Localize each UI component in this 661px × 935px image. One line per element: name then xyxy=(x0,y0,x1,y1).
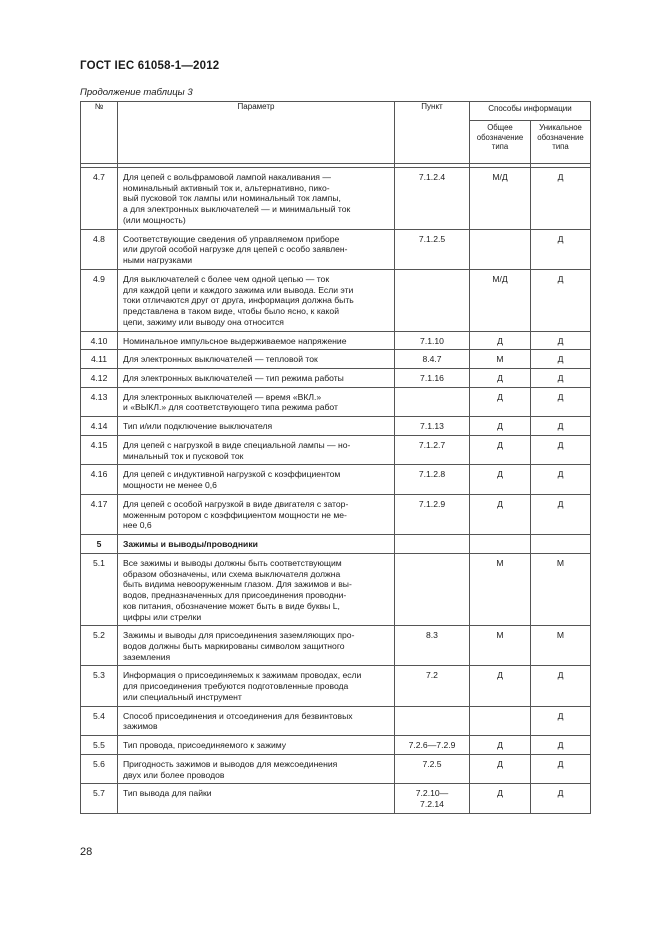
row-unique-designation: Д xyxy=(531,706,591,735)
parameter-line: или специальный инструмент xyxy=(123,691,242,702)
table-row xyxy=(81,331,591,350)
header-line: типа xyxy=(552,142,569,152)
row-clause xyxy=(395,706,470,735)
row-number: 4.13 xyxy=(81,387,118,416)
info-table xyxy=(80,101,591,814)
table-row xyxy=(81,754,591,783)
row-parameter xyxy=(118,754,395,783)
row-general-designation: Д xyxy=(470,784,531,813)
row-general-designation xyxy=(470,229,531,269)
row-general-designation: Д xyxy=(470,331,531,350)
parameter-line: ными нагрузками xyxy=(123,255,193,266)
clause-line: 7.2.5 xyxy=(422,758,442,769)
row-number: 4.9 xyxy=(81,269,118,331)
row-unique-designation: Д xyxy=(531,666,591,706)
table-row xyxy=(81,417,591,436)
table-row xyxy=(81,706,591,735)
parameter-line: представлена в таком виде, чтобы было ясно, к какой xyxy=(123,306,339,317)
parameter-line: и «ВЫКЛ.» для соответствующего типа режима работ xyxy=(123,402,338,413)
table-row xyxy=(81,168,591,230)
header-unique-designation xyxy=(531,121,591,164)
row-clause xyxy=(395,168,470,230)
clause-line: 7.1.13 xyxy=(420,421,444,432)
row-unique-designation: Д xyxy=(531,754,591,783)
row-parameter xyxy=(118,494,395,534)
header-information-methods: Способы информации xyxy=(470,102,591,121)
table-row xyxy=(81,229,591,269)
row-parameter xyxy=(118,417,395,436)
row-parameter xyxy=(118,784,395,813)
row-general-designation: М/Д xyxy=(470,269,531,331)
clause-line: 7.1.2.7 xyxy=(418,439,446,450)
parameter-line: нее 0,6 xyxy=(123,520,152,531)
parameter-line: Зажимы и выводы для присоединения заземляющих про- xyxy=(123,630,355,641)
row-parameter xyxy=(118,626,395,666)
parameter-line: (или мощность) xyxy=(123,214,186,225)
parameter-line: цепи, зажиму или выводу она относится xyxy=(123,316,284,327)
parameter-line: Пригодность зажимов и выводов для межсоединения xyxy=(123,758,338,769)
row-clause xyxy=(395,417,470,436)
parameter-line: Для выключателей с более чем одной цепью — ток xyxy=(123,273,330,284)
table-row xyxy=(81,350,591,369)
row-unique-designation: Д xyxy=(531,736,591,755)
row-number: 5 xyxy=(81,535,118,554)
row-number: 4.11 xyxy=(81,350,118,369)
row-unique-designation: М xyxy=(531,553,591,625)
header-line: типа xyxy=(491,142,509,152)
row-general-designation: Д xyxy=(470,465,531,494)
row-parameter xyxy=(118,229,395,269)
clause-line: 7.1.2.5 xyxy=(418,233,446,244)
parameter-line: Для цепей с вольфрамовой лампой накаливания — xyxy=(123,172,331,182)
row-parameter xyxy=(118,666,395,706)
table-row xyxy=(81,494,591,534)
parameter-line: вый пусковой ток лампы или номинальный ток лампы, xyxy=(123,193,341,204)
row-general-designation: М/Д xyxy=(470,168,531,230)
row-parameter xyxy=(118,369,395,388)
row-clause xyxy=(395,626,470,666)
row-unique-designation: М xyxy=(531,626,591,666)
table-row xyxy=(81,666,591,706)
parameter-line: Соответствующие сведения об управляемом приборе xyxy=(123,233,340,244)
row-number: 5.1 xyxy=(81,553,118,625)
row-unique-designation: Д xyxy=(531,784,591,813)
parameter-line: Тип и/или подключение выключателя xyxy=(123,421,273,432)
row-number: 4.14 xyxy=(81,417,118,436)
row-number: 4.10 xyxy=(81,331,118,350)
header-line: Общее xyxy=(487,123,513,132)
parameter-line: для каждой цепи и каждого зажима или вывода. Если эти xyxy=(123,284,354,295)
parameter-line: Для цепей с индуктивной нагрузкой с коэффициентом xyxy=(123,469,341,480)
row-parameter xyxy=(118,387,395,416)
header-parameter: Параметр xyxy=(118,102,395,164)
header-line: Уникальное xyxy=(539,123,582,132)
clause-line: 8.4.7 xyxy=(422,354,442,365)
row-general-designation: М xyxy=(470,553,531,625)
row-general-designation: Д xyxy=(470,417,531,436)
row-unique-designation: Д xyxy=(531,350,591,369)
row-parameter xyxy=(118,435,395,464)
document-header: ГОСТ IEC 61058-1—2012 xyxy=(80,60,220,72)
row-unique-designation: Д xyxy=(531,369,591,388)
row-parameter xyxy=(118,465,395,494)
parameter-line: Тип провода, присоединяемого к зажиму xyxy=(123,740,287,751)
parameter-line: Все зажимы и выводы должны быть соответствующим xyxy=(123,557,342,568)
clause-line: 7.2.14 xyxy=(420,799,444,810)
clause-line: 7.2.6—7.2.9 xyxy=(408,740,456,751)
parameter-line: Тип вывода для пайки xyxy=(123,788,212,799)
row-number: 5.7 xyxy=(81,784,118,813)
row-unique-designation: Д xyxy=(531,435,591,464)
parameter-line: Зажимы и выводы/проводники xyxy=(123,539,258,550)
row-number: 5.3 xyxy=(81,666,118,706)
row-number: 4.8 xyxy=(81,229,118,269)
row-number: 4.7 xyxy=(81,168,118,230)
parameter-line: водов должны быть маркированы символом защитного xyxy=(123,640,345,651)
row-clause xyxy=(395,229,470,269)
row-number: 5.2 xyxy=(81,626,118,666)
parameter-line: водов, предназначенных для присоединения проводни- xyxy=(123,590,347,601)
row-general-designation: Д xyxy=(470,369,531,388)
row-parameter xyxy=(118,331,395,350)
table-row xyxy=(81,269,591,331)
row-clause xyxy=(395,369,470,388)
table-row xyxy=(81,553,591,625)
row-unique-designation: Д xyxy=(531,269,591,331)
row-clause xyxy=(395,784,470,813)
clause-line: 7.1.10 xyxy=(420,335,444,346)
parameter-line: токи отличаются друг от друга, информация должна быть xyxy=(123,295,354,306)
parameter-line: Информация о присоединяемых к зажимам проводах, если xyxy=(123,670,362,681)
parameter-line: Для цепей с нагрузкой в виде специальной лампы — но- xyxy=(123,439,351,450)
parameter-line: Для электронных выключателей — время «ВКЛ.» xyxy=(123,391,322,402)
row-parameter xyxy=(118,553,395,625)
row-number: 4.12 xyxy=(81,369,118,388)
row-unique-designation: Д xyxy=(531,168,591,230)
row-general-designation xyxy=(470,535,531,554)
parameter-line: Номинальное импульсное выдерживаемое напряжение xyxy=(123,335,347,346)
parameter-line: быть видима невооруженным глазом. Для зажимов и вы- xyxy=(123,579,352,590)
parameter-line: номинальный активный ток и, альтернативно, пико- xyxy=(123,182,330,193)
row-parameter xyxy=(118,350,395,369)
parameter-line: цифры или стрелки xyxy=(123,611,202,622)
row-parameter xyxy=(118,706,395,735)
page-number: 28 xyxy=(80,846,93,858)
row-number: 5.6 xyxy=(81,754,118,783)
row-general-designation: М xyxy=(470,350,531,369)
parameter-line: ков питания, обозначение может быть в виде буквы L, xyxy=(123,600,340,611)
table-caption: Продолжение таблицы 3 xyxy=(80,87,193,98)
table-row xyxy=(81,465,591,494)
parameter-line: заземления xyxy=(123,651,171,662)
table-row xyxy=(81,626,591,666)
row-unique-designation: Д xyxy=(531,387,591,416)
row-clause xyxy=(395,435,470,464)
row-parameter xyxy=(118,168,395,230)
header-general-designation xyxy=(470,121,531,164)
parameter-line: а для электронных выключателей — и минимальный ток xyxy=(123,204,351,215)
row-parameter xyxy=(118,736,395,755)
row-general-designation: Д xyxy=(470,754,531,783)
row-clause xyxy=(395,553,470,625)
row-unique-designation: Д xyxy=(531,465,591,494)
parameter-line: зажимов xyxy=(123,721,158,732)
row-clause xyxy=(395,736,470,755)
row-unique-designation xyxy=(531,535,591,554)
row-general-designation: Д xyxy=(470,666,531,706)
row-parameter xyxy=(118,269,395,331)
parameter-line: Для цепей с особой нагрузкой в виде двигателя с затор- xyxy=(123,498,349,509)
row-number: 4.15 xyxy=(81,435,118,464)
parameter-line: или другой особой нагрузке для цепей с особо заявлен- xyxy=(123,244,348,255)
parameter-line: двух или более проводов xyxy=(123,769,225,780)
clause-line: 7.1.16 xyxy=(420,373,444,384)
clause-line: 8.3 xyxy=(426,630,438,641)
parameter-line: Способ присоединения и отсоединения для безвинтовых xyxy=(123,710,353,721)
row-general-designation: Д xyxy=(470,387,531,416)
row-clause xyxy=(395,387,470,416)
row-number: 4.17 xyxy=(81,494,118,534)
header-number: № xyxy=(81,102,118,164)
table-body xyxy=(81,168,591,814)
row-general-designation xyxy=(470,706,531,735)
table-section-row xyxy=(81,535,591,554)
row-clause xyxy=(395,269,470,331)
table-row xyxy=(81,784,591,813)
row-number: 4.16 xyxy=(81,465,118,494)
row-clause xyxy=(395,494,470,534)
clause-line: 7.1.2.9 xyxy=(418,498,446,509)
table-row xyxy=(81,369,591,388)
row-parameter xyxy=(118,535,395,554)
row-clause xyxy=(395,754,470,783)
clause-line: 7.1.2.8 xyxy=(418,469,446,480)
row-clause xyxy=(395,465,470,494)
row-clause xyxy=(395,535,470,554)
row-unique-designation: Д xyxy=(531,331,591,350)
row-general-designation: М xyxy=(470,626,531,666)
row-general-designation: Д xyxy=(470,435,531,464)
header-line: обозначение xyxy=(476,132,524,142)
parameter-line: Для электронных выключателей — тепловой ток xyxy=(123,354,318,365)
parameter-line: моженным ротором с коэффициентом мощности не ме- xyxy=(123,509,347,520)
row-clause xyxy=(395,331,470,350)
row-general-designation: Д xyxy=(470,494,531,534)
row-general-designation: Д xyxy=(470,736,531,755)
row-unique-designation: Д xyxy=(531,494,591,534)
clause-line: 7.2.10— xyxy=(415,788,449,799)
table-row xyxy=(81,387,591,416)
clause-line: 7.1.2.4 xyxy=(418,172,446,182)
parameter-line: минальный ток и пусковой ток xyxy=(123,450,244,461)
row-number: 5.5 xyxy=(81,736,118,755)
header-clause: Пункт xyxy=(395,102,470,164)
row-unique-designation: Д xyxy=(531,229,591,269)
parameter-line: образом обозначены, или схема выключателя должна xyxy=(123,568,341,579)
row-clause xyxy=(395,350,470,369)
parameter-line: мощности не менее 0,6 xyxy=(123,480,217,491)
row-clause xyxy=(395,666,470,706)
header-line: обозначение xyxy=(537,132,584,142)
table-row xyxy=(81,736,591,755)
parameter-line: для присоединения требуются подготовленные провода xyxy=(123,681,349,692)
row-unique-designation: Д xyxy=(531,417,591,436)
row-number: 5.4 xyxy=(81,706,118,735)
table-row xyxy=(81,435,591,464)
parameter-line: Для электронных выключателей — тип режима работы xyxy=(123,373,344,384)
clause-line: 7.2 xyxy=(426,670,438,681)
